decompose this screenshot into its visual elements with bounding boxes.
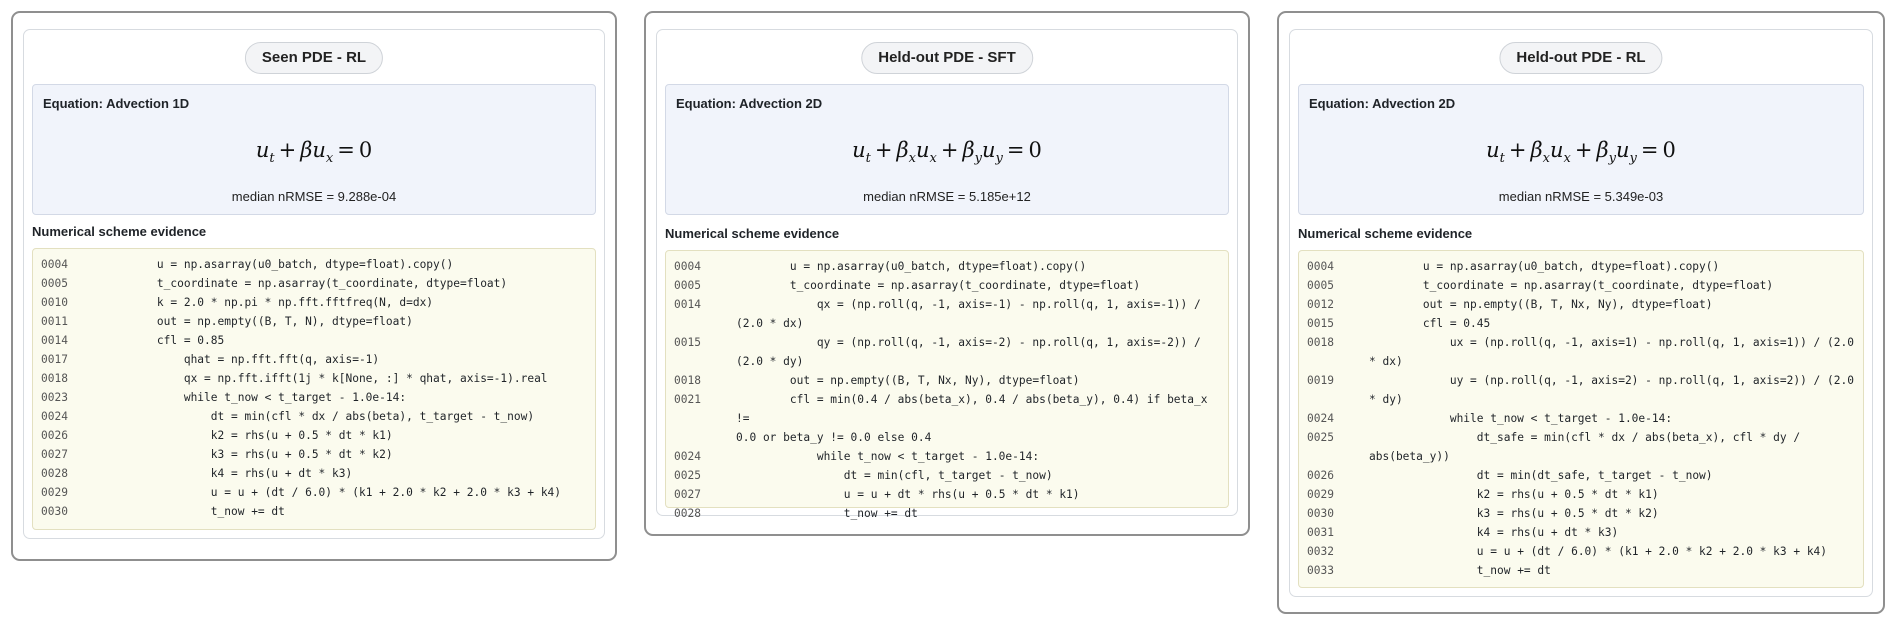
- code-text: qhat = np.fft.fft(q, axis=-1): [103, 353, 380, 366]
- code-text: k2 = rhs(u + 0.5 * dt * k1): [1369, 488, 1659, 501]
- line-number: 0004: [1307, 260, 1334, 273]
- line-number: 0024: [41, 410, 68, 423]
- equation-formula: $u_t + \beta_xu_x + \beta_yu_y = 0$: [1486, 138, 1676, 166]
- line-number: 0023: [41, 391, 68, 404]
- line-number: 0025: [674, 469, 701, 482]
- code-line: [666, 314, 1228, 333]
- line-number: 0031: [1307, 526, 1334, 539]
- code-line: [666, 390, 1228, 428]
- line-number: [666, 314, 736, 333]
- code-text: 0.0 or beta_y != 0.0 else 0.4: [736, 431, 932, 444]
- evidence-heading: Numerical scheme evidence: [32, 224, 207, 239]
- code-line: [1299, 447, 1863, 466]
- code-line: [1299, 504, 1863, 523]
- code-line: [666, 447, 1228, 466]
- code-text: cfl = min(0.4 / abs(beta_x), 0.4 / abs(beta_y), 0.4) if beta_x !=: [736, 393, 1215, 425]
- code-line: [1299, 314, 1863, 333]
- code-text: cfl = 0.45: [1369, 317, 1491, 330]
- code-line: [1299, 561, 1863, 580]
- line-number: 0014: [674, 298, 701, 311]
- panel-title: Held-out PDE - SFT: [861, 42, 1033, 74]
- code-text: qx = (np.roll(q, -1, axis=-1) - np.roll(q, 1, axis=-1)) /: [736, 298, 1201, 311]
- code-line: [1299, 409, 1863, 428]
- equation-label: Equation: Advection 1D: [43, 96, 190, 111]
- code-text: t_now += dt: [736, 507, 918, 520]
- code-listing: [1298, 250, 1864, 588]
- code-line: [33, 255, 595, 274]
- code-line: [1299, 371, 1863, 390]
- line-number: 0014: [41, 334, 68, 347]
- code-line: [666, 257, 1228, 276]
- line-number: 0027: [41, 448, 68, 461]
- line-number: [1299, 352, 1369, 371]
- line-number: 0019: [1307, 374, 1334, 387]
- code-line: [1299, 390, 1863, 409]
- line-number: 0027: [674, 488, 701, 501]
- code-line: [1299, 333, 1863, 352]
- line-number: 0018: [1307, 336, 1334, 349]
- line-number: 0021: [674, 393, 701, 406]
- code-text: u = u + dt * rhs(u + 0.5 * dt * k1): [736, 488, 1080, 501]
- code-text: k4 = rhs(u + dt * k3): [103, 467, 353, 480]
- code-text: out = np.empty((B, T, Nx, Ny), dtype=float): [1369, 298, 1713, 311]
- code-text: (2.0 * dy): [736, 355, 804, 368]
- code-text: t_coordinate = np.asarray(t_coordinate, dtype=float): [1369, 279, 1774, 292]
- code-text: (2.0 * dx): [736, 317, 804, 330]
- equation-box: [32, 84, 596, 215]
- code-text: k4 = rhs(u + dt * k3): [1369, 526, 1619, 539]
- code-line: [1299, 523, 1863, 542]
- code-line: [33, 293, 595, 312]
- panel-card: [656, 29, 1238, 520]
- line-number: 0005: [674, 279, 701, 292]
- code-line: [666, 276, 1228, 295]
- code-text: u = np.asarray(u0_batch, dtype=float).copy(): [1369, 260, 1720, 273]
- code-line: [1299, 352, 1863, 371]
- line-number: 0010: [41, 296, 68, 309]
- code-text: while t_now < t_target - 1.0e-14:: [1369, 412, 1673, 425]
- code-line: [1299, 257, 1863, 276]
- code-text: k = 2.0 * np.pi * np.fft.fftfreq(N, d=dx): [103, 296, 434, 309]
- median-nrmse: median nRMSE = 9.288e-04: [231, 189, 397, 204]
- code-line: [1299, 295, 1863, 314]
- evidence-heading: Numerical scheme evidence: [1298, 226, 1473, 241]
- line-number: 0026: [1307, 469, 1334, 482]
- code-text: qy = (np.roll(q, -1, axis=-2) - np.roll(q, 1, axis=-2)) /: [736, 336, 1201, 349]
- line-number: 0018: [41, 372, 68, 385]
- line-number: 0012: [1307, 298, 1334, 311]
- code-text: u = np.asarray(u0_batch, dtype=float).copy(): [736, 260, 1087, 273]
- line-number: 0030: [1307, 507, 1334, 520]
- line-number: 0029: [41, 486, 68, 499]
- equation-formula: $u_t + \beta u_x = 0$: [255, 138, 373, 166]
- line-number: 0005: [41, 277, 68, 290]
- line-number: 0004: [674, 260, 701, 273]
- panel-title: Held-out PDE - RL: [1499, 42, 1662, 74]
- code-text: while t_now < t_target - 1.0e-14:: [736, 450, 1040, 463]
- panel-held-out-pde-rl: [1277, 11, 1885, 614]
- code-line: [33, 502, 595, 521]
- code-text: t_now += dt: [1369, 564, 1551, 577]
- code-text: out = np.empty((B, T, N), dtype=float): [103, 315, 413, 328]
- panel-card: [1289, 29, 1873, 597]
- equation-formula: $u_t + \beta_xu_x + \beta_yu_y = 0$: [852, 138, 1042, 166]
- evidence-heading: Numerical scheme evidence: [665, 226, 840, 241]
- code-text: u = u + (dt / 6.0) * (k1 + 2.0 * k2 + 2.0 * k3 + k4): [1369, 545, 1828, 558]
- code-line: [33, 407, 595, 426]
- code-line: [33, 350, 595, 369]
- line-number: 0024: [1307, 412, 1334, 425]
- line-number: [1299, 390, 1369, 409]
- equation-box: [665, 84, 1229, 215]
- line-number: 0018: [674, 374, 701, 387]
- code-text: dt = min(cfl, t_target - t_now): [736, 469, 1053, 482]
- panel-seen-pde-rl: [11, 11, 617, 561]
- line-number: 0015: [1307, 317, 1334, 330]
- code-text: * dx): [1369, 355, 1403, 368]
- code-text: uy = (np.roll(q, -1, axis=2) - np.roll(q, 1, axis=2)) / (2.0: [1369, 374, 1854, 387]
- code-text: k3 = rhs(u + 0.5 * dt * k2): [1369, 507, 1659, 520]
- panel-title: Seen PDE - RL: [245, 42, 383, 74]
- median-nrmse: median nRMSE = 5.185e+12: [863, 189, 1031, 204]
- code-line: [33, 274, 595, 293]
- code-text: * dy): [1369, 393, 1403, 406]
- code-text: out = np.empty((B, T, Nx, Ny), dtype=float): [736, 374, 1080, 387]
- code-line: [666, 428, 1228, 447]
- code-line: [1299, 466, 1863, 485]
- code-text: abs(beta_y)): [1369, 450, 1450, 463]
- line-number: [666, 352, 736, 371]
- code-line: [33, 483, 595, 502]
- line-number: 0011: [41, 315, 68, 328]
- panel-card: [23, 29, 605, 539]
- code-text: u = u + (dt / 6.0) * (k1 + 2.0 * k2 + 2.0 * k3 + k4): [103, 486, 562, 499]
- code-line: [666, 466, 1228, 485]
- code-text: k2 = rhs(u + 0.5 * dt * k1): [103, 429, 393, 442]
- code-text: dt = min(dt_safe, t_target - t_now): [1369, 469, 1713, 482]
- code-text: t_coordinate = np.asarray(t_coordinate, dtype=float): [736, 279, 1141, 292]
- equation-box: [1298, 84, 1864, 215]
- line-number: 0015: [674, 336, 701, 349]
- line-number: [1299, 447, 1369, 466]
- code-line: [1299, 276, 1863, 295]
- equation-label: Equation: Advection 2D: [676, 96, 823, 111]
- code-text: u = np.asarray(u0_batch, dtype=float).copy(): [103, 258, 454, 271]
- line-number: 0025: [1307, 431, 1334, 444]
- code-line: [666, 485, 1228, 504]
- code-line: [666, 504, 1228, 523]
- code-text: k3 = rhs(u + 0.5 * dt * k2): [103, 448, 393, 461]
- code-line: [33, 464, 595, 483]
- code-line: [1299, 428, 1863, 447]
- code-text: qx = np.fft.ifft(1j * k[None, :] * qhat, axis=-1).real: [103, 372, 548, 385]
- line-number: 0028: [41, 467, 68, 480]
- code-line: [666, 371, 1228, 390]
- line-number: 0004: [41, 258, 68, 271]
- code-line: [33, 426, 595, 445]
- code-line: [1299, 542, 1863, 561]
- equation-label: Equation: Advection 2D: [1309, 96, 1456, 111]
- code-listing: [665, 250, 1229, 520]
- line-number: 0032: [1307, 545, 1334, 558]
- median-nrmse: median nRMSE = 5.349e-03: [1498, 189, 1664, 204]
- code-text: ux = (np.roll(q, -1, axis=1) - np.roll(q, 1, axis=1)) / (2.0: [1369, 336, 1854, 349]
- code-text: t_coordinate = np.asarray(t_coordinate, dtype=float): [103, 277, 508, 290]
- code-line: [33, 388, 595, 407]
- line-number: 0028: [674, 507, 701, 520]
- line-number: [666, 428, 736, 447]
- code-line: [33, 312, 595, 331]
- code-line: [666, 295, 1228, 314]
- code-line: [666, 352, 1228, 371]
- code-text: dt = min(cfl * dx / abs(beta), t_target - t_now): [103, 410, 535, 423]
- line-number: 0024: [674, 450, 701, 463]
- code-text: t_now += dt: [103, 505, 285, 518]
- code-text: dt_safe = min(cfl * dx / abs(beta_x), cfl * dy /: [1369, 431, 1801, 444]
- line-number: 0030: [41, 505, 68, 518]
- code-line: [1299, 485, 1863, 504]
- line-number: 0033: [1307, 564, 1334, 577]
- code-text: cfl = 0.85: [103, 334, 225, 347]
- line-number: 0026: [41, 429, 68, 442]
- line-number: 0017: [41, 353, 68, 366]
- code-text: while t_now < t_target - 1.0e-14:: [103, 391, 407, 404]
- code-line: [666, 333, 1228, 352]
- line-number: 0005: [1307, 279, 1334, 292]
- code-line: [33, 331, 595, 350]
- panel-held-out-pde-sft: [644, 11, 1250, 536]
- code-line: [33, 445, 595, 464]
- code-listing: [32, 248, 596, 530]
- line-number: 0029: [1307, 488, 1334, 501]
- code-line: [33, 369, 595, 388]
